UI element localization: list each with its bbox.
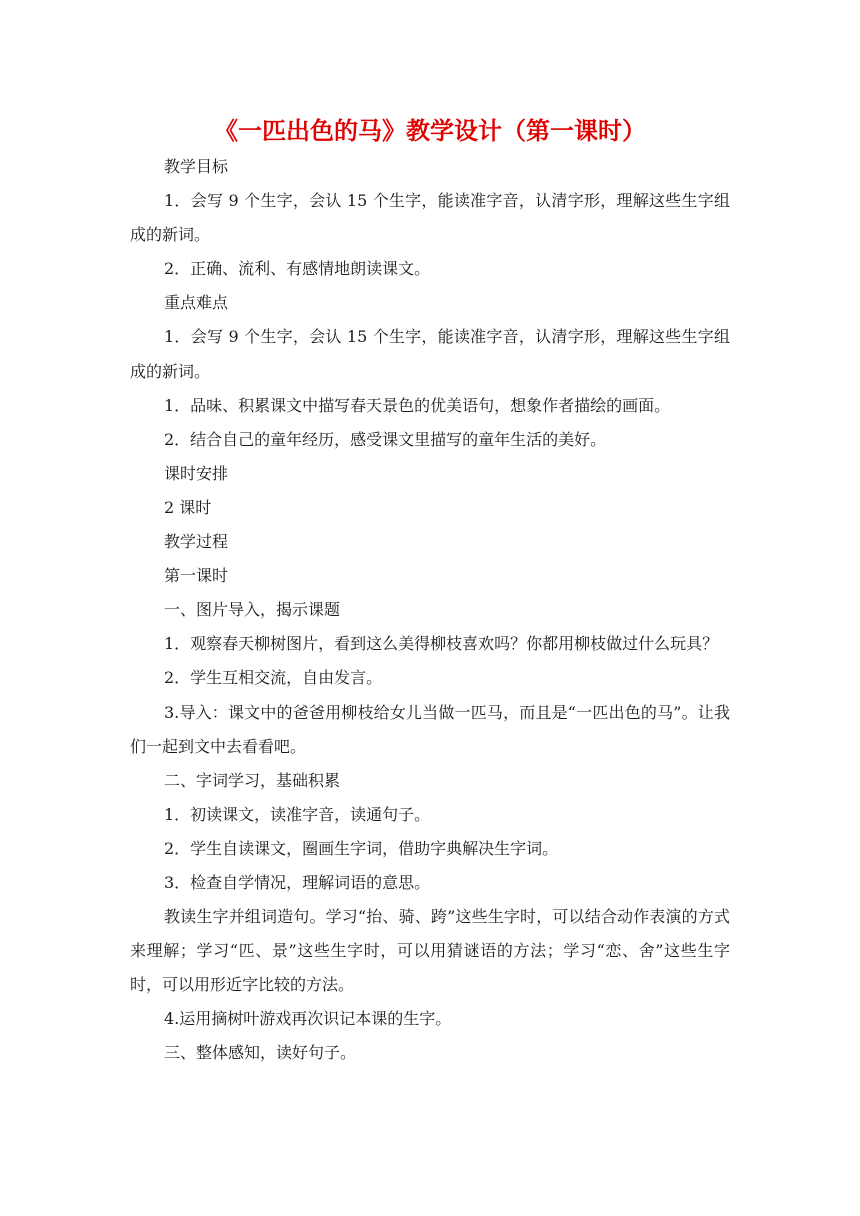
paragraph-15: 3.导入：课文中的爸爸用柳枝给女儿当做一匹马，而且是“一匹出色的马”。让我们一起到文中去看看吧。 [130,702,730,756]
paragraph-13: 1．观察春天柳树图片，看到这么美得柳枝喜欢吗？你都用柳枝做过什么玩具？ [164,634,719,654]
paragraph-7: 2．结合自己的童年经历，感受课文里描写的童年生活的美好。 [164,429,607,449]
document-body [130,150,730,1071]
paragraph-10: 教学过程 [164,532,229,552]
paragraph-2: 1．会写 9 个生字，会认 15 个生字，能读准字音，认清字形，理解这些生字组成的新词。 [130,191,730,245]
paragraph-14: 2．学生互相交流，自由发言。 [164,668,383,688]
paragraph-20: 教读生字并组词造句。学习“抬、骑、跨”这些生字时，可以结合动作表演的方式来理解；学习“匹、景”这些生字时，可以用猜谜语的方法；学习“恋、舍”这些生字时，可以用形近字比较的方法。 [130,907,730,995]
paragraph-22: 三、整体感知，读好句子。 [164,1043,357,1063]
paragraph-6: 1．品味、积累课文中描写春天景色的优美语句，想象作者描绘的画面。 [164,395,671,415]
paragraph-4: 重点难点 [164,293,229,313]
paragraph-16: 二、字词学习，基础积累 [164,770,341,790]
paragraph-3: 2．正确、流利、有感情地朗读课文。 [164,259,431,279]
document-title: 《一匹出色的马》教学设计（第一课时） [214,117,646,145]
paragraph-17: 1．初读课文，读准字音，读通句子。 [164,804,431,824]
paragraph-12: 一、图片导入，揭示课题 [164,600,341,620]
paragraph-9: 2 课时 [164,497,212,517]
paragraph-19: 3．检查自学情况，理解词语的意思。 [164,872,431,892]
paragraph-18: 2．学生自读课文，圈画生字词，借助字典解决生字词。 [164,838,559,858]
paragraph-8: 课时安排 [164,463,229,483]
paragraph-11: 第一课时 [164,566,229,586]
paragraph-5: 1．会写 9 个生字，会认 15 个生字，能读准字音，认清字形，理解这些生字组成的新词。 [130,327,730,381]
paragraph-21: 4.运用摘树叶游戏再次识记本课的生字。 [164,1009,452,1029]
paragraph-1: 教学目标 [164,157,229,176]
